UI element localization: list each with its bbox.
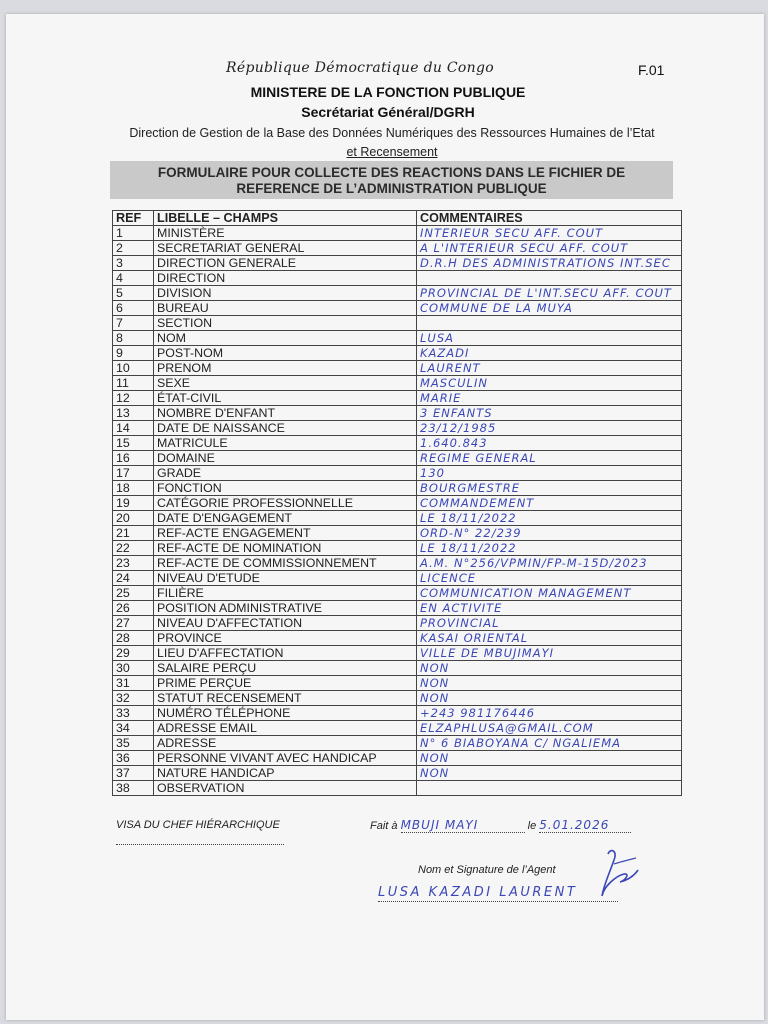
handwritten-comment: COMMANDEMENT (420, 496, 535, 510)
handwritten-comment: A.M. N°256/VPMIN/FP-M-15D/2023 (420, 556, 648, 570)
table-row (113, 421, 682, 436)
row-comment (417, 736, 682, 751)
handwritten-comment: NON (420, 751, 450, 765)
handwritten-comment: 1.640.843 (420, 436, 488, 450)
row-ref: 9 (113, 346, 154, 361)
row-ref: 19 (113, 496, 154, 511)
handwritten-comment: NON (420, 766, 450, 780)
table-row (113, 451, 682, 466)
row-comment (417, 436, 682, 451)
handwritten-comment: NON (420, 676, 450, 690)
table-row (113, 556, 682, 571)
direction-line-2: et Recensement (346, 145, 438, 159)
handwritten-comment: REGIME GENERAL (420, 451, 537, 465)
table-row (113, 691, 682, 706)
row-ref: 28 (113, 631, 154, 646)
row-comment (417, 316, 682, 331)
row-ref: 11 (113, 376, 154, 391)
row-comment (417, 511, 682, 526)
table-row (113, 376, 682, 391)
table-row (113, 541, 682, 556)
table-row (113, 751, 682, 766)
data-table (112, 210, 682, 796)
row-label: REF-ACTE DE NOMINATION (154, 541, 417, 556)
row-comment (417, 691, 682, 706)
handwritten-comment: N° 6 BIABOYANA C/ NGALIEMA (420, 736, 621, 750)
handwritten-comment: INTERIEUR SECU AFF. COUT (420, 226, 604, 240)
row-ref: 14 (113, 421, 154, 436)
handwritten-comment: KAZADI (420, 346, 470, 360)
row-label: LIEU D'AFFECTATION (154, 646, 417, 661)
row-comment (417, 661, 682, 676)
handwritten-comment: BOURGMESTRE (420, 481, 521, 495)
table-row (113, 631, 682, 646)
form-title-line-1: FORMULAIRE POUR COLLECTE DES REACTIONS DANS LE FICHIER DE (157, 165, 626, 180)
handwritten-comment: NON (420, 691, 450, 705)
row-ref: 24 (113, 571, 154, 586)
table-header-row (113, 211, 682, 226)
row-label: FILIÈRE (154, 586, 417, 601)
row-label: NOMBRE D'ENFANT (154, 406, 417, 421)
row-label: DATE D'ENGAGEMENT (154, 511, 417, 526)
row-comment (417, 496, 682, 511)
handwritten-comment: PROVINCIAL (420, 616, 500, 630)
table-row (113, 346, 682, 361)
place-value: MBUJI MAYI (400, 818, 479, 832)
row-comment (417, 421, 682, 436)
table-row (113, 301, 682, 316)
signature-label: Nom et Signature de l’Agent (418, 864, 556, 876)
row-label: ADRESSE (154, 736, 417, 751)
row-label: REF-ACTE DE COMMISSIONNEMENT (154, 556, 417, 571)
header-ref: REF (113, 211, 154, 226)
row-ref: 38 (113, 781, 154, 796)
row-comment (417, 391, 682, 406)
handwritten-comment: 23/12/1985 (420, 421, 497, 435)
handwritten-comment: NON (420, 661, 450, 675)
table-row (113, 391, 682, 406)
handwritten-comment: D.R.H DES ADMINISTRATIONS INT.SEC (420, 256, 671, 270)
row-label: SECTION (154, 316, 417, 331)
row-ref: 21 (113, 526, 154, 541)
table-row (113, 586, 682, 601)
row-ref: 8 (113, 331, 154, 346)
table-row (113, 271, 682, 286)
handwritten-comment: COMMUNE DE LA MUYA (420, 301, 573, 315)
handwritten-comment: A L'INTERIEUR SECU AFF. COUT (420, 241, 629, 255)
row-comment (417, 601, 682, 616)
table-row (113, 781, 682, 796)
row-ref: 20 (113, 511, 154, 526)
table-row (113, 736, 682, 751)
form-title-banner (110, 161, 673, 199)
table-row (113, 616, 682, 631)
republique-heading: République Démocratique du Congo (226, 60, 494, 76)
row-label: SECRETARIAT GENERAL (154, 241, 417, 256)
handwritten-comment: PROVINCIAL DE L'INT.SECU AFF. COUT (420, 286, 672, 300)
table-row (113, 226, 682, 241)
row-comment (417, 766, 682, 781)
row-ref: 22 (113, 541, 154, 556)
row-label: NATURE HANDICAP (154, 766, 417, 781)
handwritten-comment: 130 (420, 466, 445, 480)
row-ref: 6 (113, 301, 154, 316)
row-ref: 26 (113, 601, 154, 616)
row-label: NIVEAU D'ETUDE (154, 571, 417, 586)
row-ref: 36 (113, 751, 154, 766)
row-label: SALAIRE PERÇU (154, 661, 417, 676)
row-label: NOM (154, 331, 417, 346)
table-row (113, 766, 682, 781)
signature-mark (580, 846, 642, 907)
row-comment (417, 556, 682, 571)
fait-a-label: Fait à (370, 820, 398, 832)
row-ref: 10 (113, 361, 154, 376)
direction-line-1: Direction de Gestion de la Base des Données Numériques des Ressources Humaines de l’Etat (129, 126, 655, 140)
ministere-title: MINISTERE DE LA FONCTION PUBLIQUE (250, 84, 526, 100)
row-comment (417, 526, 682, 541)
row-ref: 15 (113, 436, 154, 451)
table-row (113, 406, 682, 421)
row-label: NIVEAU D'AFFECTATION (154, 616, 417, 631)
row-comment (417, 631, 682, 646)
row-comment (417, 481, 682, 496)
row-label: DIRECTION (154, 271, 417, 286)
row-comment (417, 361, 682, 376)
row-comment (417, 346, 682, 361)
row-comment (417, 466, 682, 481)
row-comment (417, 226, 682, 241)
row-ref: 2 (113, 241, 154, 256)
row-ref: 35 (113, 736, 154, 751)
agent-name: LUSA KAZADI LAURENT (378, 885, 578, 900)
row-label: DIRECTION GENERALE (154, 256, 417, 271)
table-row (113, 316, 682, 331)
row-ref: 33 (113, 706, 154, 721)
row-ref: 12 (113, 391, 154, 406)
row-ref: 32 (113, 691, 154, 706)
row-comment (417, 376, 682, 391)
secretariat-title: Secrétariat Général/DGRH (301, 104, 475, 120)
table-row (113, 481, 682, 496)
table-row (113, 706, 682, 721)
row-ref: 16 (113, 451, 154, 466)
handwritten-comment: LUSA (420, 331, 454, 345)
table-row (113, 721, 682, 736)
handwritten-comment: LE 18/11/2022 (420, 511, 517, 525)
table-row (113, 526, 682, 541)
form-code: F.01 (638, 62, 665, 78)
table-row (113, 331, 682, 346)
row-ref: 23 (113, 556, 154, 571)
handwritten-comment: MASCULIN (420, 376, 488, 390)
row-label: FONCTION (154, 481, 417, 496)
row-ref: 29 (113, 646, 154, 661)
table-row (113, 571, 682, 586)
row-ref: 34 (113, 721, 154, 736)
table-row (113, 496, 682, 511)
row-comment (417, 571, 682, 586)
handwritten-comment: KASAI ORIENTAL (420, 631, 529, 645)
row-label: SEXE (154, 376, 417, 391)
row-ref: 17 (113, 466, 154, 481)
row-label: PROVINCE (154, 631, 417, 646)
row-comment (417, 286, 682, 301)
row-label: ÉTAT-CIVIL (154, 391, 417, 406)
row-comment (417, 406, 682, 421)
row-ref: 7 (113, 316, 154, 331)
visa-label: VISA DU CHEF HIÉRARCHIQUE (116, 819, 280, 831)
handwritten-comment: 3 ENFANTS (420, 406, 493, 420)
row-label: DOMAINE (154, 451, 417, 466)
table-row (113, 256, 682, 271)
table-row (113, 676, 682, 691)
row-label: PERSONNE VIVANT AVEC HANDICAP (154, 751, 417, 766)
row-ref: 4 (113, 271, 154, 286)
row-comment (417, 541, 682, 556)
row-label: DIVISION (154, 286, 417, 301)
table-row (113, 436, 682, 451)
table-row (113, 646, 682, 661)
row-ref: 18 (113, 481, 154, 496)
row-label: OBSERVATION (154, 781, 417, 796)
row-label: ADRESSE EMAIL (154, 721, 417, 736)
row-comment (417, 646, 682, 661)
date-value: 5.01.2026 (539, 818, 610, 832)
row-ref: 1 (113, 226, 154, 241)
table-row (113, 466, 682, 481)
table-row (113, 511, 682, 526)
row-label: DATE DE NAISSANCE (154, 421, 417, 436)
row-comment (417, 721, 682, 736)
row-ref: 25 (113, 586, 154, 601)
place-date-line (370, 818, 631, 833)
table-row (113, 286, 682, 301)
row-label: GRADE (154, 466, 417, 481)
row-label: STATUT RECENSEMENT (154, 691, 417, 706)
row-label: POSITION ADMINISTRATIVE (154, 601, 417, 616)
row-ref: 31 (113, 676, 154, 691)
row-label: MATRICULE (154, 436, 417, 451)
handwritten-comment: MARIE (420, 391, 462, 405)
direction-title (100, 124, 684, 162)
handwritten-comment: COMMUNICATION MANAGEMENT (420, 586, 632, 600)
row-ref: 5 (113, 286, 154, 301)
form-title-line-2: REFERENCE DE L’ADMINISTRATION PUBLIQUE (236, 181, 547, 196)
row-label: CATÉGORIE PROFESSIONNELLE (154, 496, 417, 511)
row-label: NUMÉRO TÉLÉPHONE (154, 706, 417, 721)
handwritten-comment: EN ACTIVITE (420, 601, 503, 615)
row-comment (417, 271, 682, 286)
row-comment (417, 706, 682, 721)
row-ref: 3 (113, 256, 154, 271)
table-row (113, 661, 682, 676)
row-label: POST-NOM (154, 346, 417, 361)
row-comment (417, 256, 682, 271)
header-label: LIBELLE – CHAMPS (154, 211, 417, 226)
row-comment (417, 331, 682, 346)
handwritten-comment: VILLE DE MBUJIMAYI (420, 646, 554, 660)
table-row (113, 241, 682, 256)
row-comment (417, 676, 682, 691)
row-comment (417, 781, 682, 796)
row-label: BUREAU (154, 301, 417, 316)
row-label: MINISTÈRE (154, 226, 417, 241)
handwritten-comment: ORD-N° 22/239 (420, 526, 522, 540)
row-comment (417, 241, 682, 256)
row-comment (417, 586, 682, 601)
handwritten-comment: ELZAPHLUSA@GMAIL.COM (420, 721, 594, 735)
handwritten-comment: +243 981176446 (420, 706, 536, 720)
row-ref: 30 (113, 661, 154, 676)
table-row (113, 601, 682, 616)
handwritten-comment: LICENCE (420, 571, 476, 585)
row-label: PRENOM (154, 361, 417, 376)
row-ref: 13 (113, 406, 154, 421)
row-comment (417, 751, 682, 766)
row-comment (417, 451, 682, 466)
table-row (113, 361, 682, 376)
header-comment: COMMENTAIRES (417, 211, 682, 226)
row-comment (417, 301, 682, 316)
handwritten-comment: LAURENT (420, 361, 481, 375)
handwritten-comment: LE 18/11/2022 (420, 541, 517, 555)
row-ref: 37 (113, 766, 154, 781)
row-label: REF-ACTE ENGAGEMENT (154, 526, 417, 541)
le-label: le (527, 820, 537, 832)
row-label: PRIME PERÇUE (154, 676, 417, 691)
row-ref: 27 (113, 616, 154, 631)
visa-signature-line (116, 836, 284, 845)
row-comment (417, 616, 682, 631)
